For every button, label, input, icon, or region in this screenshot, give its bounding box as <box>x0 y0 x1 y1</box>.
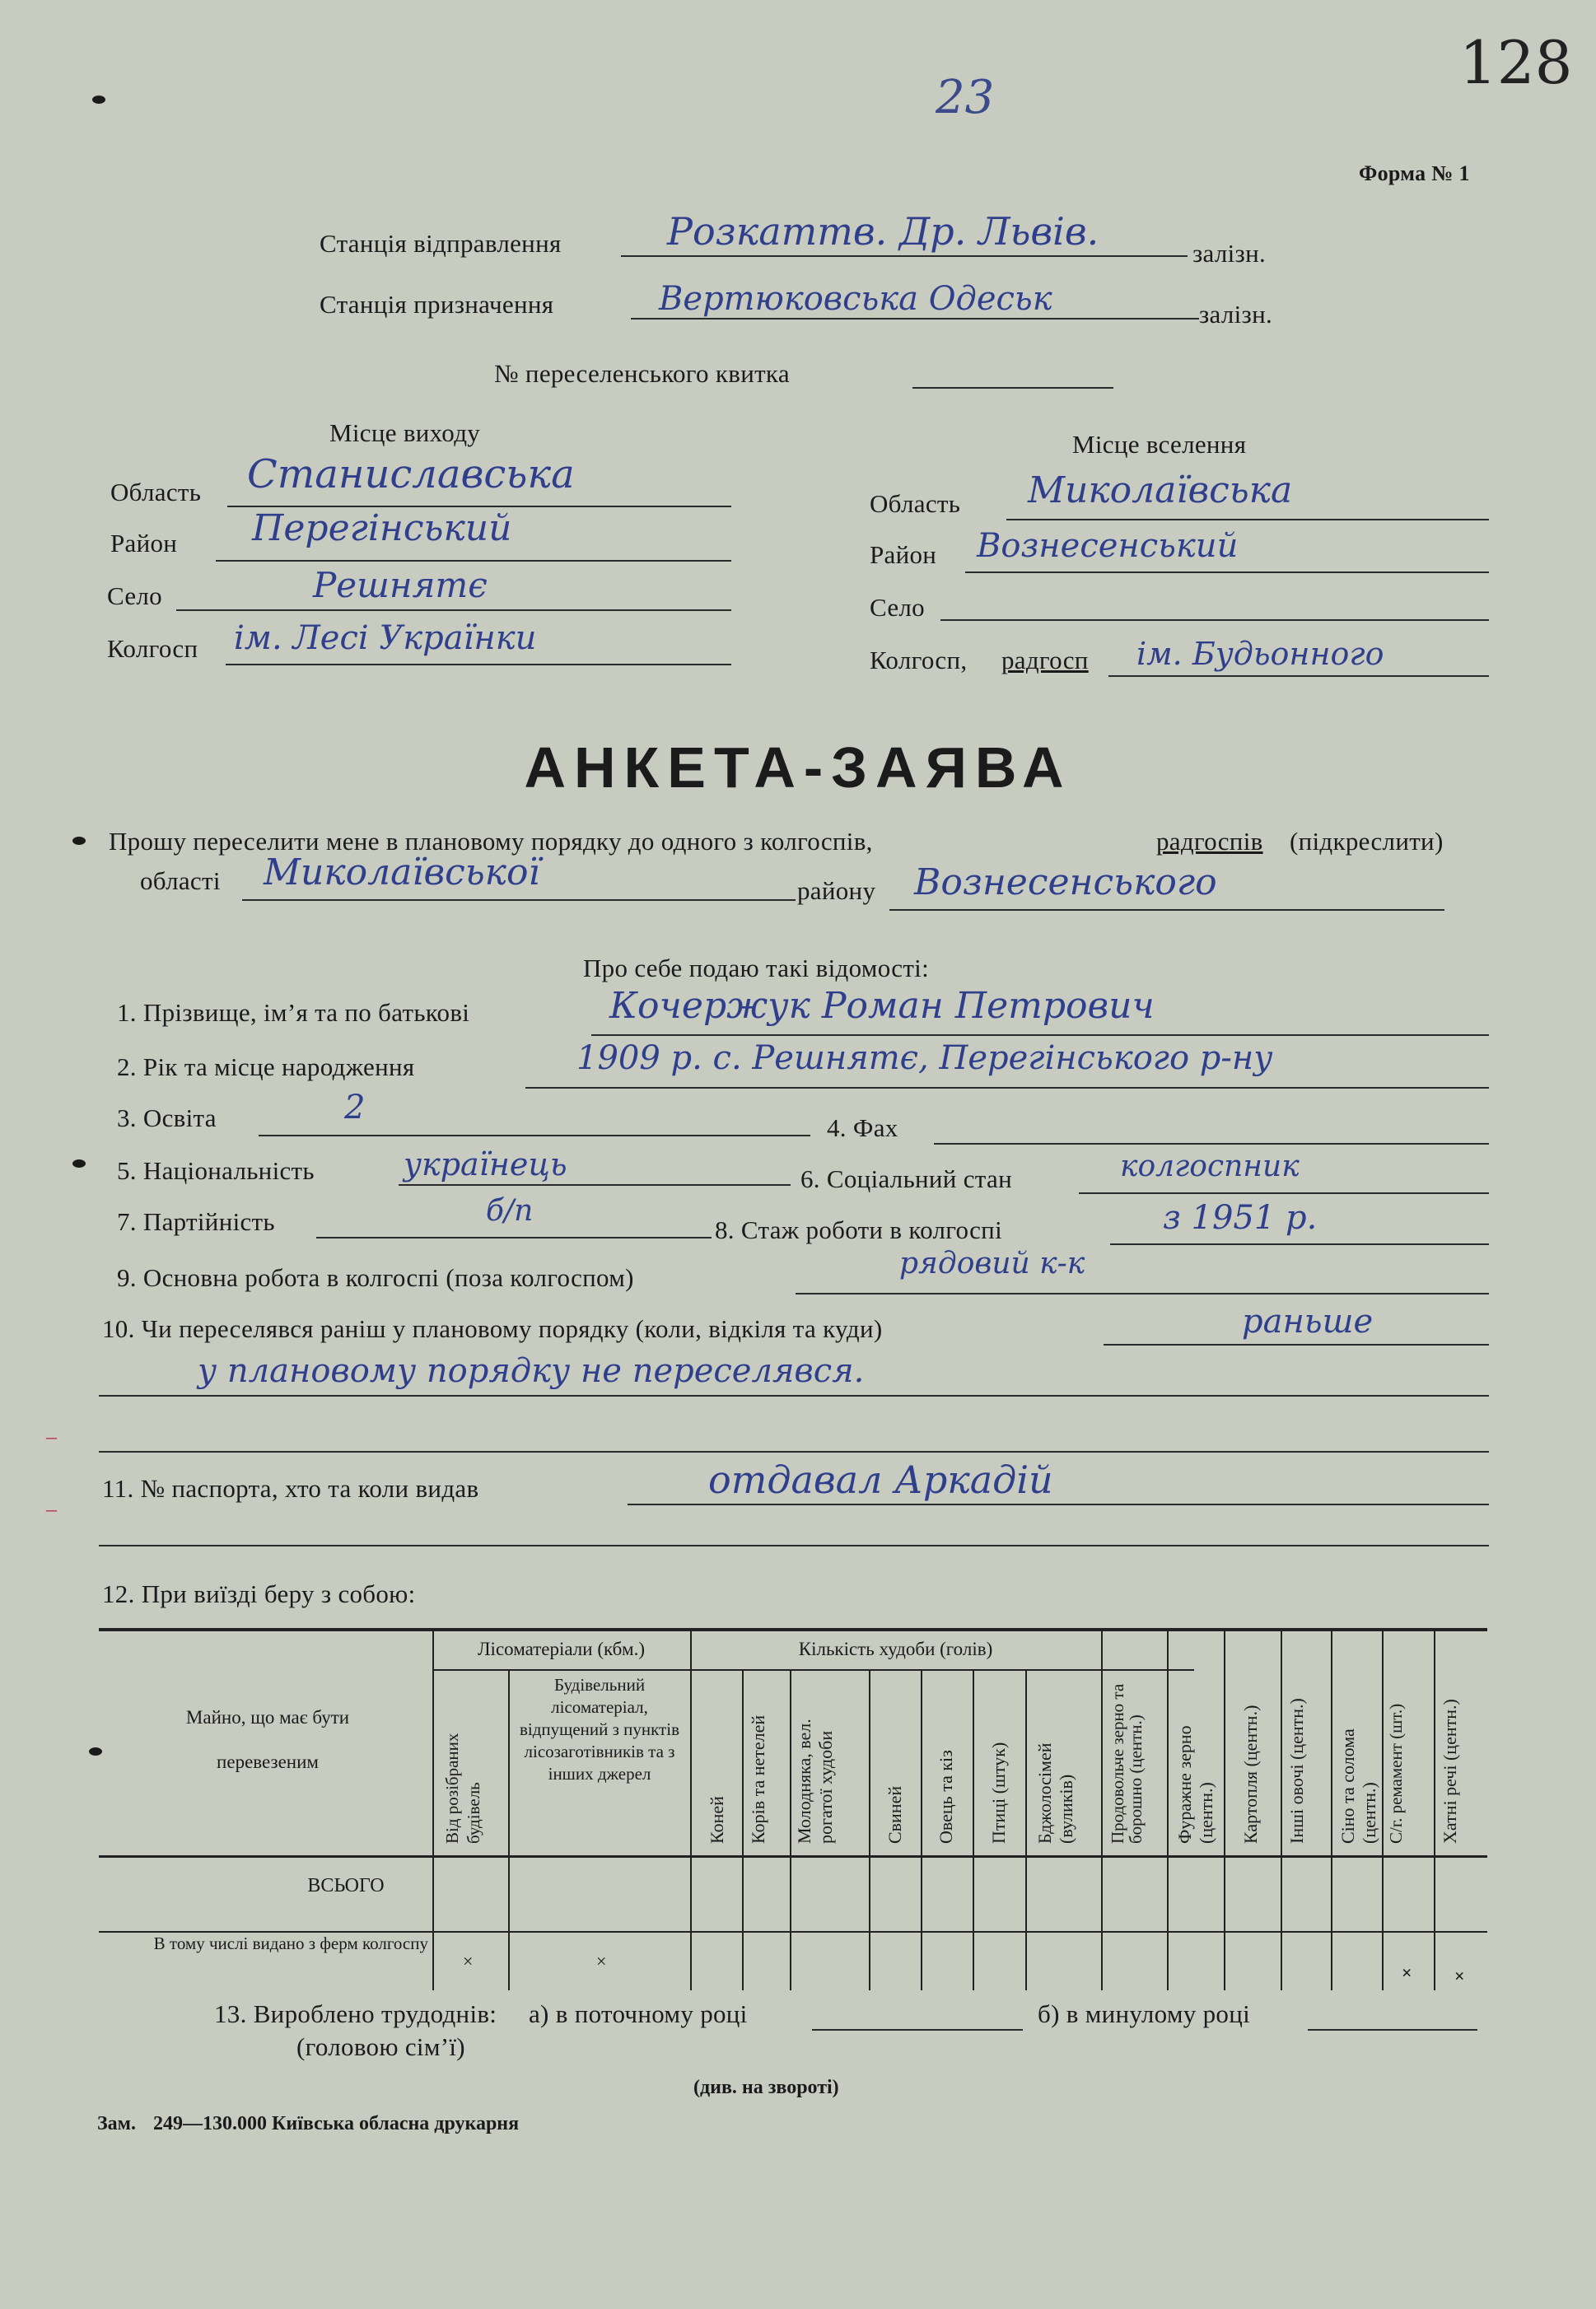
punch-mark <box>92 96 105 104</box>
origin-raion-label: Район <box>110 529 178 557</box>
destination-station-label: Станція призначення <box>320 290 554 319</box>
request-raion-line <box>889 909 1444 911</box>
request-raion-value: Вознесенського <box>914 861 1217 903</box>
destination-heading: Місце вселення <box>1072 430 1247 459</box>
field-5-label: 5. Національність <box>117 1156 315 1185</box>
origin-village-label: Село <box>107 581 162 610</box>
col-fodder-header: Фуражне зерно (центн.) <box>1174 1725 1216 1844</box>
punch-mark <box>72 837 86 845</box>
red-margin-mark: – <box>46 1425 57 1448</box>
field-1-line <box>591 1034 1489 1036</box>
field-2-label: 2. Рік та місце народження <box>117 1052 415 1081</box>
col-building-material-header: Будівельний лісоматеріал, відпущений з пунктів лісозаготівників та з інших джерел <box>519 1675 679 1784</box>
destination-kolhosp-line <box>1108 675 1489 677</box>
col-line <box>1281 1628 1282 1990</box>
group-timber-header: Лісоматеріали (кбм.) <box>477 1639 646 1659</box>
field-9-line <box>796 1293 1489 1294</box>
col-sheep-header: Овець та кіз <box>936 1750 956 1844</box>
field-11-line-2 <box>99 1545 1489 1546</box>
workdays-previous-label: б) в минулому році <box>1038 1999 1251 2028</box>
workdays-current-label: а) в поточному році <box>529 1999 748 2028</box>
destination-radhosp-label: радгосп <box>1001 646 1089 674</box>
field-10-line-3 <box>99 1451 1489 1453</box>
ticket-number-line <box>912 387 1113 389</box>
col-young-header: Молодняка, вел. рогатої худоби <box>794 1719 836 1844</box>
destination-raion-value: Вознесенський <box>977 527 1239 565</box>
request-radhosp-underlined: радгоспів <box>1156 827 1263 856</box>
workdays-current-line <box>812 2029 1023 2031</box>
property-table <box>99 1628 1487 1986</box>
col-line <box>1025 1669 1027 1990</box>
col-line <box>869 1669 870 1990</box>
destination-kolhosp-value: ім. Будьонного <box>1136 636 1384 672</box>
see-reverse-note: (див. на звороті) <box>693 2077 839 2098</box>
col-line <box>1101 1628 1103 1990</box>
departure-station-line <box>621 255 1188 257</box>
x-mark: × <box>596 1951 607 1971</box>
col-horses-header: Коней <box>707 1796 727 1844</box>
request-text: Прошу переселити мене в плановому порядку до одного з колгоспів, <box>109 827 873 856</box>
field-9-value: рядовий к-к <box>899 1247 1085 1280</box>
field-11-value: отдавал Аркадій <box>708 1458 1053 1502</box>
field-7-line <box>316 1237 712 1238</box>
field-7-value: б/п <box>486 1194 534 1228</box>
col-line <box>1167 1628 1169 1990</box>
destination-village-label: Село <box>870 593 925 622</box>
x-mark: × <box>1402 1962 1412 1983</box>
ticket-number-label: № переселенського квитка <box>494 359 790 388</box>
destination-raion-label: Район <box>870 540 937 569</box>
col-tools-header: С/г. ремамент (шт.) <box>1386 1703 1406 1844</box>
field-6-value: колгоспник <box>1120 1150 1300 1183</box>
col-vegetables-header: Інші овочі (центн.) <box>1286 1698 1307 1844</box>
request-oblast-line <box>242 899 796 901</box>
origin-oblast-value: Станиславська <box>247 451 575 497</box>
origin-kolhosp-line <box>226 664 731 665</box>
departure-station-value: Розкаттв. Др. Львів. <box>667 209 1099 254</box>
destination-kolhosp-label: Колгосп, <box>870 646 968 674</box>
workdays-previous-line <box>1308 2029 1477 2031</box>
destination-raion-line <box>965 571 1489 573</box>
origin-raion-line <box>216 560 731 562</box>
origin-oblast-label: Область <box>110 478 202 506</box>
form-title: АНКЕТА-ЗАЯВА <box>524 735 1072 800</box>
field-3-line <box>259 1135 810 1136</box>
field-10-value-2: у плановому порядку не переселявся. <box>198 1352 865 1390</box>
col-line <box>1331 1628 1332 1990</box>
field-7-label: 7. Партійність <box>117 1207 275 1236</box>
punch-mark <box>72 1159 86 1168</box>
form-number-label: Форма № 1 <box>1359 161 1470 185</box>
col-line <box>1224 1628 1225 1990</box>
field-10-value-1: раньше <box>1242 1303 1374 1341</box>
field-12-label: 12. При виїзді беру з собою: <box>102 1579 416 1608</box>
destination-station-line <box>631 318 1199 320</box>
archive-page-number: 23 <box>936 71 995 124</box>
field-6-line <box>1079 1192 1489 1194</box>
request-oblast-label: області <box>140 866 221 895</box>
col-pigs-header: Свиней <box>884 1785 905 1844</box>
col-hay-header: Сіно та солома (центн.) <box>1337 1728 1379 1844</box>
col-potatoes-header: Картопля (центн.) <box>1240 1705 1261 1844</box>
field-2-line <box>525 1087 1489 1089</box>
origin-heading: Місце виходу <box>329 418 481 447</box>
destination-oblast-line <box>1006 519 1489 520</box>
col-line <box>790 1669 791 1990</box>
table-top-border <box>99 1628 1487 1631</box>
about-heading: Про себе подаю такі відомості: <box>583 954 930 982</box>
origin-kolhosp-label: Колгосп <box>107 634 198 663</box>
row-issued-label: В тому числі видано з ферм колгоспу <box>153 1933 428 1953</box>
col-line <box>742 1669 744 1990</box>
field-5-line <box>399 1184 791 1186</box>
col-bees-header: Бджолосімей (вуликів) <box>1034 1742 1076 1844</box>
col-dismantled-header: Від розібраних будівель <box>442 1733 483 1844</box>
col-household-header: Хатні речі (центн.) <box>1440 1699 1460 1844</box>
x-mark: × <box>463 1951 474 1971</box>
origin-village-line <box>176 609 731 611</box>
origin-raion-value: Перегінський <box>252 507 512 549</box>
field-11-line <box>628 1504 1489 1505</box>
field-2-value: 1909 р. с. Решнятє, Перегінського р-ну <box>576 1039 1273 1077</box>
field-8-label: 8. Стаж роботи в колгоспі <box>715 1215 1002 1244</box>
col-cows-header: Корів та нетелей <box>748 1714 768 1844</box>
workdays-sub-label: (головою сім’ї) <box>296 2032 465 2061</box>
destination-oblast-value: Миколаївська <box>1028 469 1293 511</box>
field-10-line-2 <box>99 1395 1489 1397</box>
request-note: (підкреслити) <box>1290 827 1444 856</box>
destination-oblast-label: Область <box>870 489 961 518</box>
col-food-grain-header: Продовольче зерно та борошно (центн.) <box>1108 1683 1146 1844</box>
col-line <box>690 1628 692 1990</box>
field-1-value: Кочержук Роман Петрович <box>609 985 1155 1027</box>
destination-village-line <box>940 619 1489 621</box>
col-line <box>1434 1628 1435 1990</box>
request-raion-label: району <box>797 876 876 905</box>
col-property-header: Майно, що має бути перевезеним <box>185 1707 350 1772</box>
print-label: Зам. <box>97 2113 137 2134</box>
red-margin-mark: – <box>46 1497 57 1521</box>
col-line <box>973 1669 974 1990</box>
field-3-value: 2 <box>344 1089 366 1127</box>
field-5-value: українець <box>404 1146 567 1182</box>
field-8-line <box>1110 1243 1489 1245</box>
group-livestock-header: Кількість худоби (голів) <box>798 1639 993 1659</box>
col-line <box>508 1669 510 1990</box>
col-line <box>1382 1628 1384 1990</box>
destination-railway-label: залізн. <box>1199 300 1273 329</box>
field-1-label: 1. Прізвище, ім’я та по батькові <box>117 998 470 1027</box>
field-3-label: 3. Освіта <box>117 1103 217 1132</box>
field-8-value: з 1951 р. <box>1163 1199 1318 1237</box>
field-4-line <box>934 1143 1489 1145</box>
field-10-line-1 <box>1104 1344 1489 1346</box>
field-4-label: 4. Фах <box>827 1113 898 1142</box>
archive-sheet-number: 128 <box>1459 28 1573 97</box>
col-line <box>432 1628 434 1990</box>
destination-station-value: Вертюковська Одеськ <box>659 280 1052 318</box>
print-info: 249—130.000 Київська обласна друкарня <box>153 2113 520 2134</box>
col-line <box>921 1669 922 1990</box>
origin-kolhosp-value: ім. Лесі Українки <box>234 619 537 657</box>
origin-village-value: Решнятє <box>313 565 488 605</box>
table-group-divider <box>432 1669 1194 1671</box>
field-11-label: 11. № паспорта, хто та коли видав <box>102 1474 479 1503</box>
field-9-label: 9. Основна робота в колгоспі (поза колгоспом) <box>117 1263 634 1292</box>
table-header-bottom <box>99 1855 1487 1858</box>
field-6-label: 6. Соціальний стан <box>800 1164 1012 1193</box>
request-oblast-value: Миколаївської <box>264 851 540 893</box>
x-mark: × <box>1454 1966 1465 1986</box>
departure-railway-label: залізн. <box>1192 239 1267 268</box>
field-10-label: 10. Чи переселявся раніш у плановому порядку (коли, відкіля та куди) <box>102 1314 883 1343</box>
col-poultry-header: Птиці (штук) <box>988 1742 1009 1844</box>
row-total-label: ВСЬОГО <box>307 1875 385 1896</box>
workdays-label: 13. Вироблено трудоднів: <box>214 1999 497 2028</box>
departure-station-label: Станція відправлення <box>320 229 562 258</box>
